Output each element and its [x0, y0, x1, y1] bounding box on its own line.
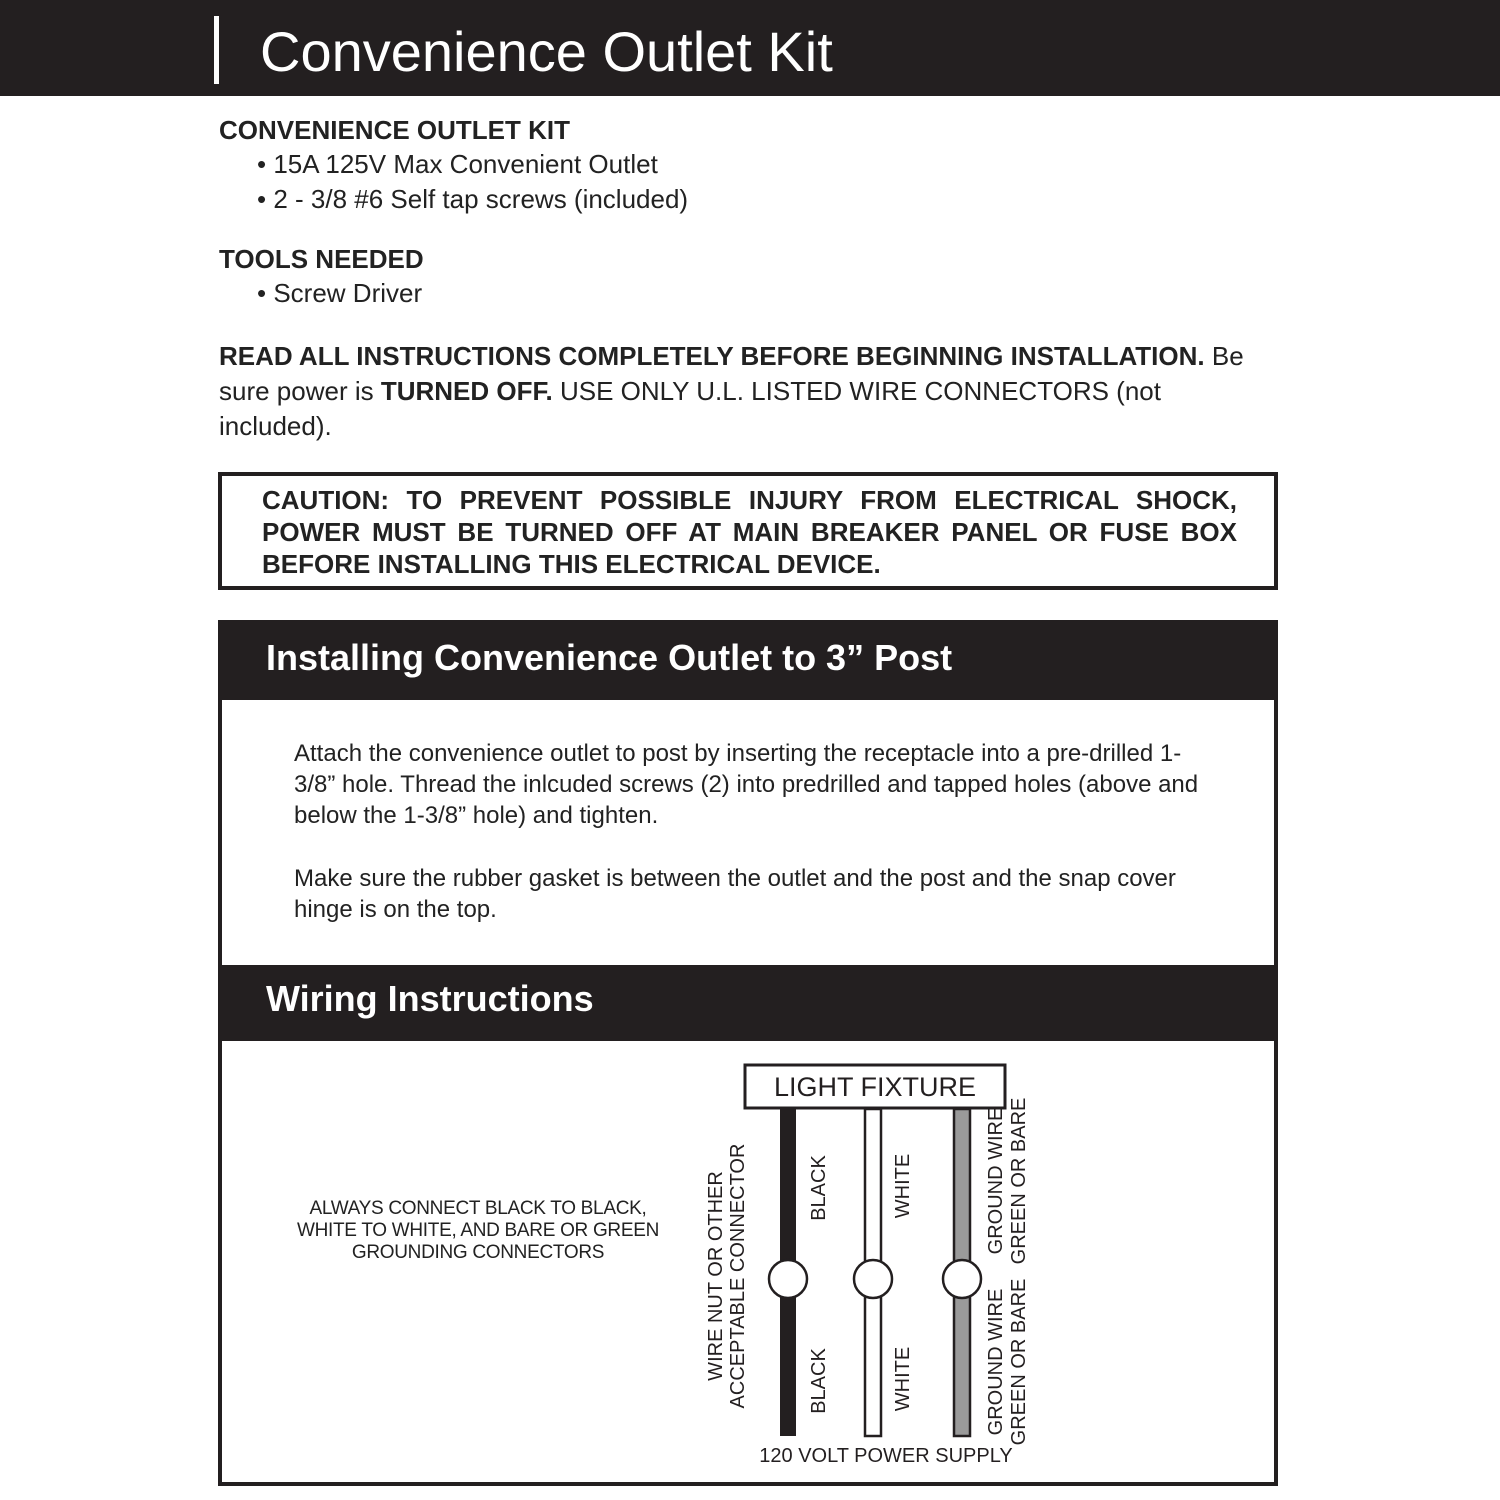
caution-text: CAUTION: TO PREVENT POSSIBLE INJURY FROM ELECTRICAL SHOCK, POWER MUST BE TURNED OFF AT MAIN BREAKER PANEL OR FUSE BOX BEFORE INSTALLING THIS ELECTRICAL DEVICE. — [262, 485, 1237, 579]
header-divider — [214, 16, 219, 84]
page-title: Convenience Outlet Kit — [260, 20, 833, 83]
black-label-top: BLACK — [808, 1155, 830, 1221]
notice-paragraph — [219, 339, 1279, 444]
header-bar — [0, 0, 1500, 96]
kit-item: • 2 - 3/8 #6 Self tap screws (included) — [257, 184, 689, 214]
tools-section — [219, 242, 1279, 311]
ground-label-top-1: GROUND WIRE — [985, 1107, 1007, 1255]
ground-label-top-2: GREEN OR BARE — [1008, 1097, 1030, 1265]
notice-text: Be sure power is — [219, 341, 1244, 406]
ground-connector — [943, 1260, 981, 1298]
tools-heading: TOOLS NEEDED — [219, 244, 424, 274]
wiring-diagram — [222, 624, 1274, 1482]
notice-text-connectors: USE ONLY U.L. LISTED WIRE CONNECTORS (not included). — [219, 376, 1161, 441]
white-connector — [854, 1260, 892, 1298]
wiring-note: ALWAYS CONNECT BLACK TO BLACK, WHITE TO WHITE, AND BARE OR GREEN GROUNDING CONNECTORS — [296, 1198, 660, 1263]
connector-label-line-1: WIRE NUT OR OTHER — [705, 1171, 727, 1381]
light-fixture-label: LIGHT FIXTURE — [773, 1072, 977, 1102]
connector-label-line-2: ACCEPTABLE CONNECTOR — [727, 1143, 749, 1409]
wiring-title: Wiring Instructions — [266, 978, 594, 1019]
notice-bold-off: TURNED OFF. — [380, 376, 553, 406]
install-paragraph-1: Attach the convenience outlet to post by inserting the receptacle into a pre-drilled 1-3/8” hole. Thread the inlcuded screws (2) into predrilled and tapped holes (above and below the 1-3/8” hole) and tighten. — [294, 740, 1199, 829]
notice-bold-read: READ ALL INSTRUCTIONS COMPLETELY BEFORE BEGINNING INSTALLATION. — [219, 341, 1205, 371]
power-supply-label: 120 VOLT POWER SUPPLY — [759, 1445, 1013, 1467]
black-label-bottom: BLACK — [808, 1348, 830, 1414]
white-label-bottom: WHITE — [892, 1346, 914, 1412]
black-connector — [769, 1260, 807, 1298]
install-paragraph-2: Make sure the rubber gasket is between the outlet and the post and the snap cover hinge is on the top. — [294, 865, 1176, 923]
tools-item: • Screw Driver — [257, 278, 423, 308]
kit-section — [219, 113, 1279, 217]
instruction-panel — [218, 620, 1278, 1486]
caution-box — [218, 472, 1278, 590]
kit-heading: CONVENIENCE OUTLET KIT — [219, 115, 571, 145]
kit-item: • 15A 125V Max Convenient Outlet — [257, 149, 658, 179]
white-label-top: WHITE — [892, 1153, 914, 1219]
install-title: Installing Convenience Outlet to 3” Post — [266, 637, 953, 678]
ground-label-bottom-2: GREEN OR BARE — [1008, 1278, 1030, 1446]
ground-label-bottom-1: GROUND WIRE — [985, 1288, 1007, 1436]
